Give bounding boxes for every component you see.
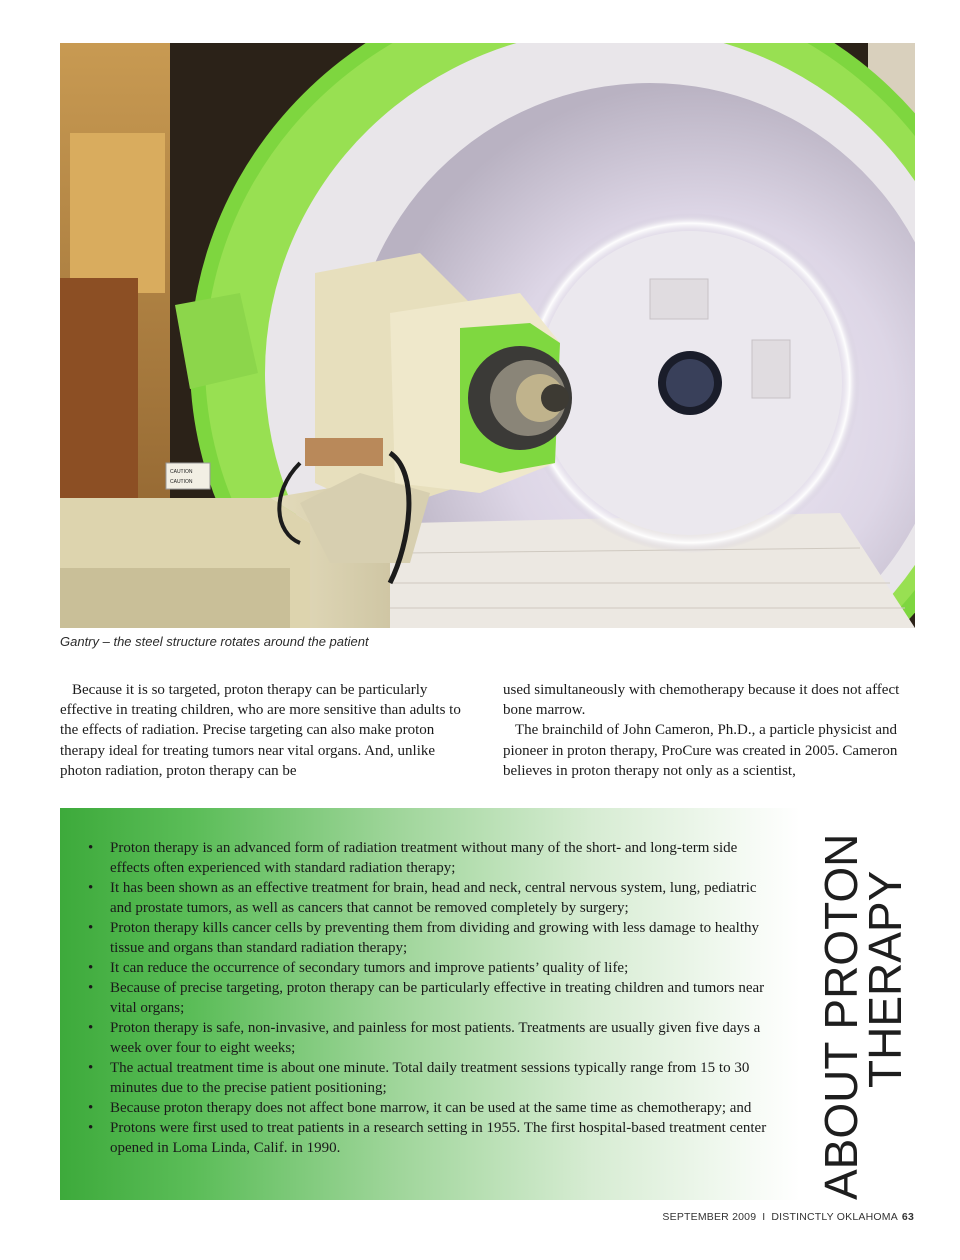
footer-date: SEPTEMBER 2009 [662,1211,757,1223]
list-item: • Proton therapy is an advanced form of radiation treatment without many of the short- and long-term side effects often experienced with standard radiation therapy; [88,840,738,876]
body-paragraph: Because it is so targeted, proton therapy can be particularly effective in treating children, who are more sensitive than adults to the effects of radiation. Precise targeting can also make proton therapy ideal for treating tumors near vital organs. And, unlike photon radiation, proton therapy can be [60,682,461,779]
body-paragraph-continued: used simultaneously with chemotherapy because it does not affect bone marrow. [503,682,900,719]
caution-label: CAUTION [170,479,193,485]
gantry-photo [60,43,915,628]
list-item: • It has been shown as an effective treatment for brain, head and neck, central nervous system, lung, pediatric and prostate tumors, as well as cancers that cannot be removed completely by surgery; [88,880,757,916]
page-footer [662,1211,914,1223]
page-number: 63 [901,1211,914,1223]
bullet-icon: • [88,1120,94,1136]
list-item: • It can reduce the occurrence of secondary tumors and improve patients’ quality of life; [88,960,629,976]
sidebar-title-line2: THERAPY [859,870,911,1088]
list-item: • Proton therapy is safe, non-invasive, and painless for most patients. Treatments are usually given five days a week over four to eight weeks; [88,1020,761,1056]
bullet-icon: • [88,1060,94,1076]
bullet-icon: • [88,960,94,976]
list-item: • Protons were first used to treat patients in a research setting in 1955. The first hospital-based treatment center opened in Loma Linda, Calif. in 1990. [88,1120,767,1156]
about-proton-therapy-box [60,808,800,1200]
bullet-icon: • [88,920,94,936]
bullet-icon: • [88,980,94,996]
footer-publication: DISTINCTLY OKLAHOMA [771,1211,898,1223]
body-paragraph: The brainchild of John Cameron, Ph.D., a particle physicist and pioneer in proton therapy, ProCure was created in 2005. Cameron believes in proton therapy not only as a scientist, [503,722,898,779]
bullet-icon: • [88,840,94,856]
list-item: • The actual treatment time is about one minute. Total daily treatment sessions typically range from 15 to 30 minutes due to the precise patient positioning; [88,1060,750,1096]
bullet-icon: • [88,880,94,896]
body-column-right [503,680,913,781]
sidebar-title [808,812,918,1200]
body-column-left [60,680,475,781]
sidebar-title-line1: ABOUT PROTON [815,833,867,1200]
list-item: • Because of precise targeting, proton therapy can be particularly effective in treating children and tumors near vital organs; [88,980,765,1016]
caution-label: CAUTION [170,469,193,475]
footer-separator: I [762,1211,766,1223]
bullet-icon: • [88,1020,94,1036]
list-item: • Proton therapy kills cancer cells by preventing them from dividing and growing with less damage to healthy tissue and organs than standard radiation therapy; [88,920,760,956]
photo-caption: Gantry – the steel structure rotates around the patient [60,634,369,649]
bullet-icon: • [88,1100,94,1116]
fact-list [60,808,800,1158]
list-item: • Because proton therapy does not affect bone marrow, it can be used at the same time as chemotherapy; and [88,1100,752,1116]
